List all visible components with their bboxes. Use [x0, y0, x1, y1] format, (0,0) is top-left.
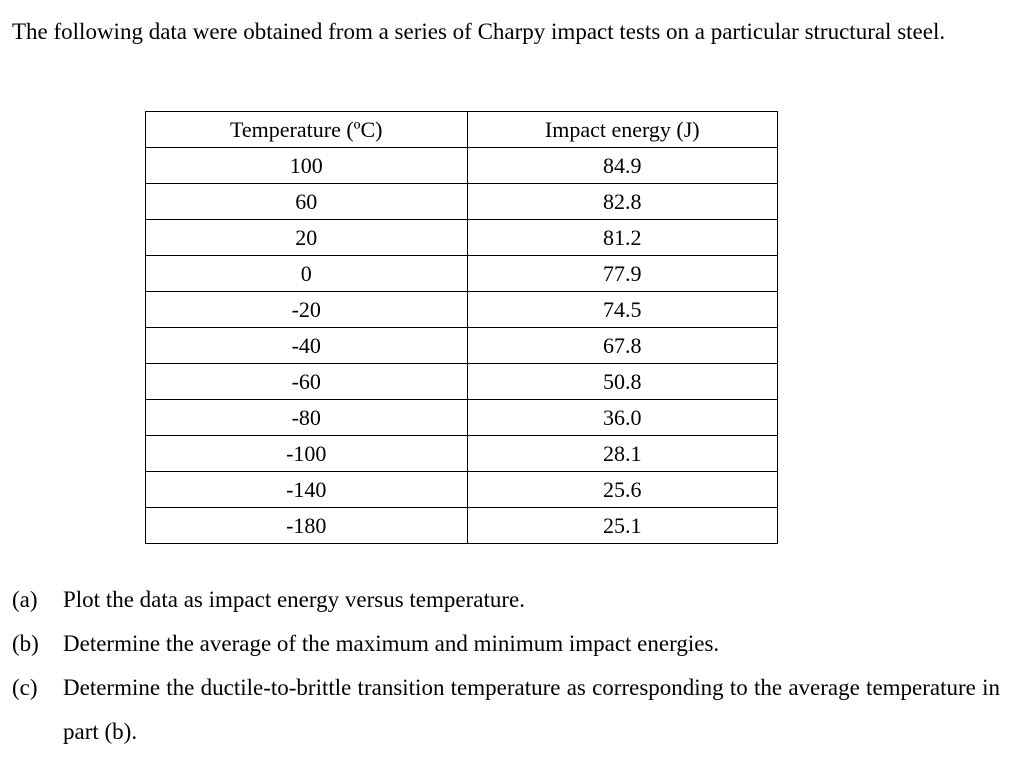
table-header-row [146, 112, 778, 148]
temperature-cell: -80 [146, 400, 468, 436]
impact-energy-cell: 84.9 [467, 148, 777, 184]
table-row [146, 292, 778, 328]
table-row [146, 400, 778, 436]
impact-energy-cell: 77.9 [467, 256, 777, 292]
question-text: Determine the average of the maximum and minimum impact energies. [63, 631, 720, 656]
impact-energy-cell: 28.1 [467, 436, 777, 472]
question-label: (b) [12, 631, 39, 656]
problem-intro: The following data were obtained from a series of Charpy impact tests on a particular structural steel. [12, 19, 946, 44]
question-text: Plot the data as impact energy versus temperature. [63, 587, 525, 612]
impact-energy-cell: 81.2 [467, 220, 777, 256]
table-row [146, 148, 778, 184]
table-row [146, 472, 778, 508]
question-list [12, 578, 1000, 754]
temperature-cell: -100 [146, 436, 468, 472]
temperature-cell: 100 [146, 148, 468, 184]
table-row [146, 508, 778, 544]
impact-energy-column-header: Impact energy (J) [467, 112, 777, 148]
table-row [146, 220, 778, 256]
question-item [12, 622, 1000, 666]
impact-energy-cell: 67.8 [467, 328, 777, 364]
impact-energy-cell: 25.1 [467, 508, 777, 544]
table-row [146, 184, 778, 220]
impact-energy-cell: 50.8 [467, 364, 777, 400]
impact-energy-cell: 36.0 [467, 400, 777, 436]
temperature-cell: 60 [146, 184, 468, 220]
impact-energy-cell: 25.6 [467, 472, 777, 508]
impact-energy-cell: 74.5 [467, 292, 777, 328]
question-item [12, 666, 1000, 754]
temperature-cell: -40 [146, 328, 468, 364]
question-label: (a) [12, 587, 38, 612]
temperature-cell: 0 [146, 256, 468, 292]
temperature-cell: 20 [146, 220, 468, 256]
table-row [146, 256, 778, 292]
temperature-cell: -180 [146, 508, 468, 544]
temperature-column-header: Temperature (ºC) [146, 112, 468, 148]
temperature-cell: -20 [146, 292, 468, 328]
question-item [12, 578, 1000, 622]
charpy-data-table [145, 111, 778, 544]
question-text: Determine the ductile-to-brittle transition temperature as corresponding to the average temperature in part (b). [63, 675, 1000, 744]
table-row [146, 364, 778, 400]
table-row [146, 436, 778, 472]
temperature-cell: -60 [146, 364, 468, 400]
impact-energy-cell: 82.8 [467, 184, 777, 220]
temperature-cell: -140 [146, 472, 468, 508]
question-label: (c) [12, 675, 38, 700]
table-row [146, 328, 778, 364]
